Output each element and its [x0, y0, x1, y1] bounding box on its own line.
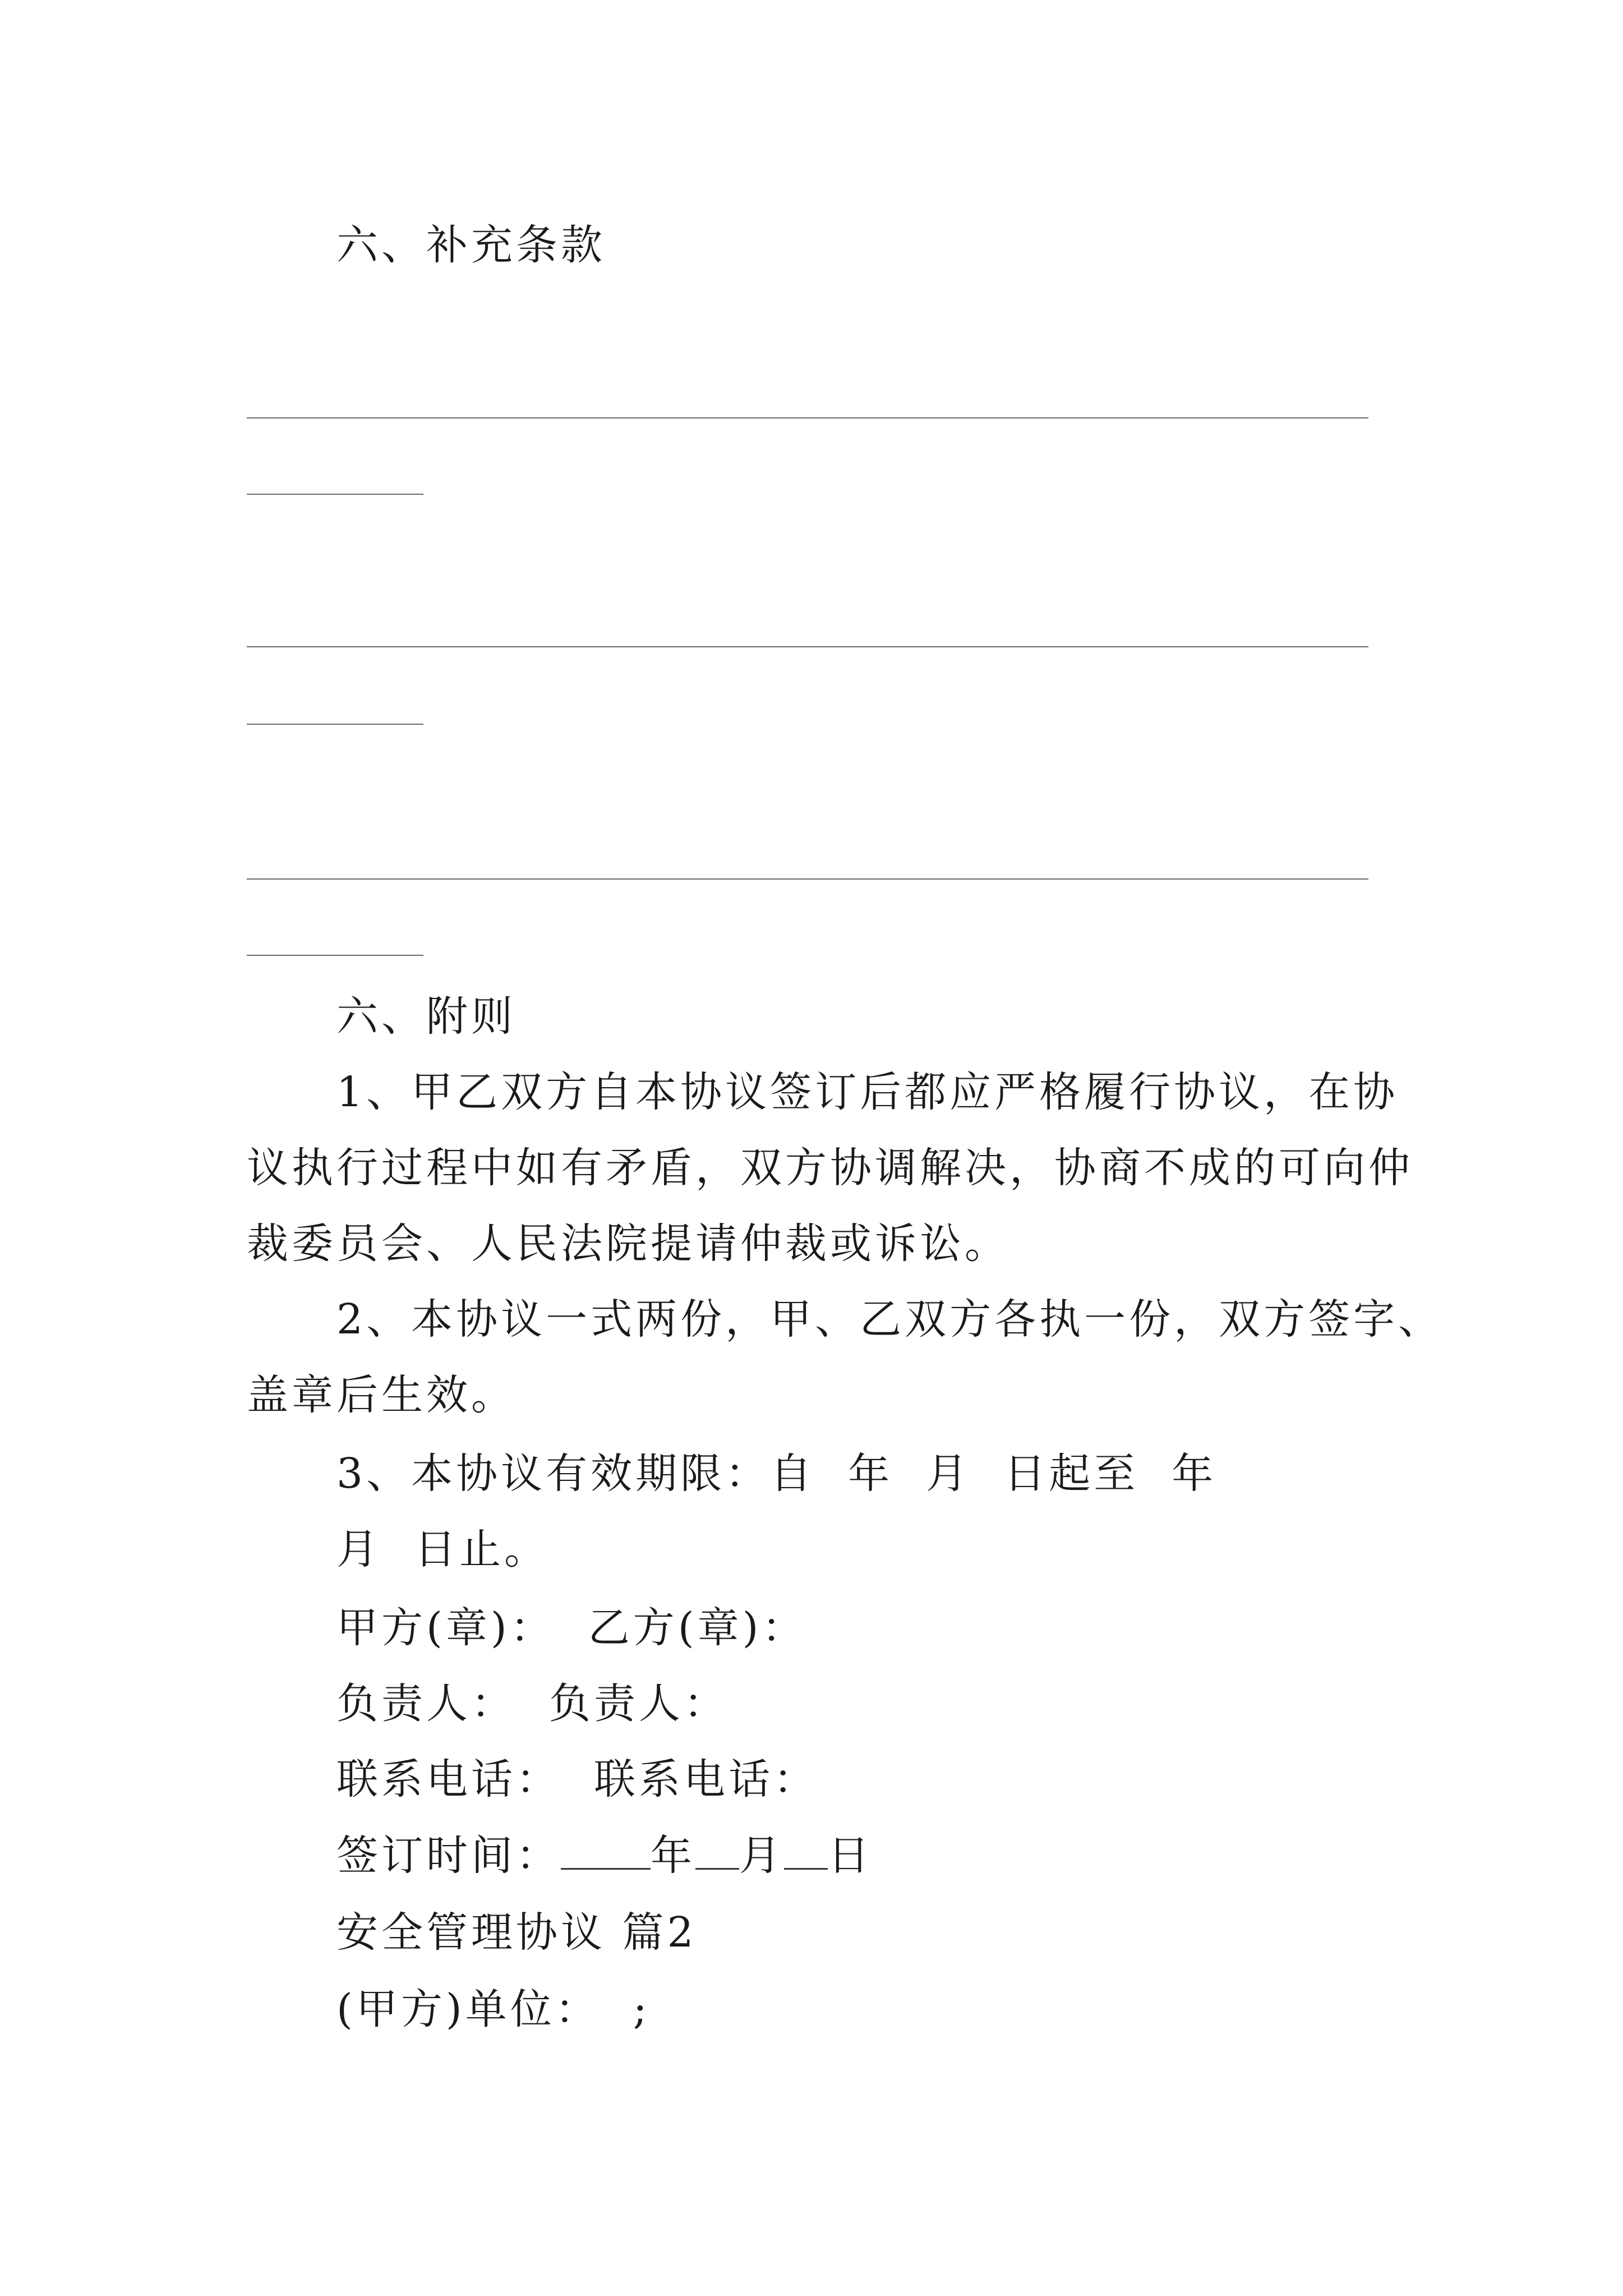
fill-line-1-continuation [247, 494, 423, 495]
clause-1-line-2: 议执行过程中如有矛盾，双方协调解决，协商不成的可向仲 [247, 1144, 1413, 1192]
clause-3-line-2: 月 日止。 [336, 1525, 550, 1573]
month-blank [695, 1834, 739, 1870]
clause-3-line-1: 3、本协议有效期限：自 年 月 日起至 年 [336, 1450, 1217, 1498]
fill-line-3 [247, 878, 1368, 880]
sign-time-label: 签订时间： [336, 1832, 561, 1880]
year-label: 年 [651, 1832, 695, 1880]
next-section-title: 安全管理协议 篇2 [336, 1908, 697, 1957]
sign-time-line [336, 1832, 873, 1880]
clause-1-line-3: 裁委员会、人民法院提请仲裁或诉讼。 [247, 1220, 1009, 1268]
clause-1-line-1: 1、甲乙双方自本协议签订后都应严格履行协议，在协 [336, 1068, 1399, 1116]
year-blank [561, 1834, 651, 1870]
appendix-heading: 六、附则 [336, 992, 516, 1041]
month-label: 月 [739, 1832, 784, 1880]
fill-line-2 [247, 646, 1368, 647]
fill-line-1 [247, 417, 1368, 418]
fill-line-2-continuation [247, 724, 423, 725]
clause-2-line-1: 2、本协议一式两份，甲、乙双方各执一份，双方签字、 [336, 1295, 1444, 1343]
day-label: 日 [828, 1832, 873, 1880]
supplement-heading: 六、补充条款 [336, 221, 606, 269]
phone-line: 联系电话： 联系电话： [336, 1755, 819, 1803]
clause-2-line-2: 盖章后生效。 [247, 1371, 516, 1419]
person-in-charge-line: 负责人： 负责人： [336, 1680, 729, 1728]
fill-line-3-continuation [247, 955, 423, 956]
seal-line: 甲方(章)： 乙方(章)： [336, 1604, 807, 1652]
party-a-unit-line: (甲方)单位： ; [336, 1985, 651, 2033]
day-blank [784, 1834, 828, 1870]
